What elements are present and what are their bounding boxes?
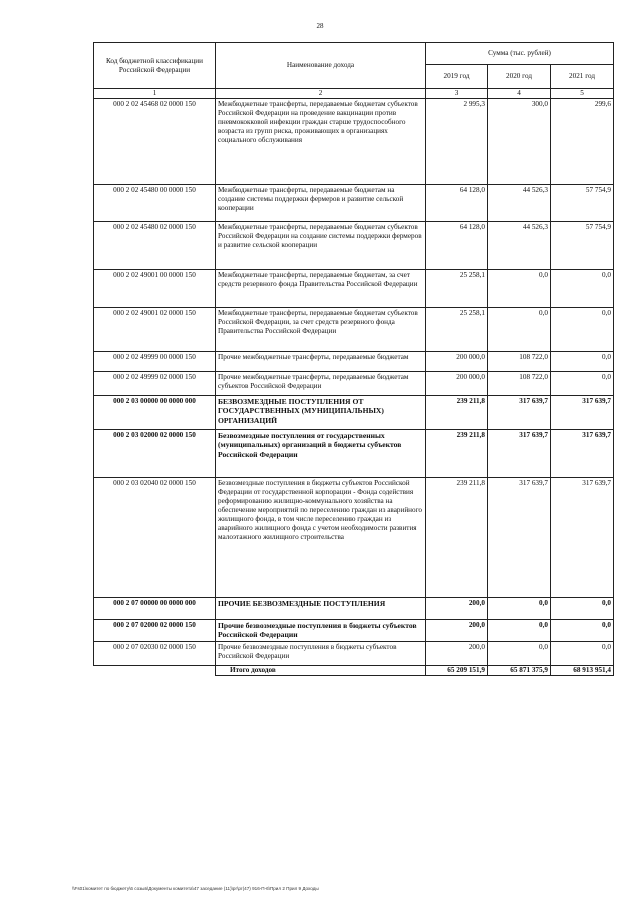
value-2020-cell: 44 526,3 (488, 185, 551, 222)
value-2019-cell: 239 211,8 (426, 430, 488, 478)
value-2021-cell: 0,0 (551, 641, 614, 665)
code-cell: 000 2 02 45480 00 0000 150 (94, 185, 216, 222)
value-2019-cell: 200 000,0 (426, 352, 488, 372)
column-number: 4 (488, 89, 551, 99)
value-2019-cell: 2 995,3 (426, 99, 488, 185)
table-row (94, 372, 614, 396)
table-row (94, 352, 614, 372)
value-2020-cell: 0,0 (488, 598, 551, 620)
name-cell: Межбюджетные трансферты, передаваемые бюджетам субъектов Российской Федерации, за счет средств резервного фонда Правительства Российской Федерации (216, 308, 426, 352)
code-cell: 000 2 02 45480 02 0000 150 (94, 222, 216, 270)
value-2020-cell: 300,0 (488, 99, 551, 185)
value-2020-cell: 317 639,7 (488, 478, 551, 598)
table-row (94, 222, 614, 270)
table-row (94, 185, 614, 222)
name-column-header: Наименование дохода (216, 43, 426, 89)
value-2020-cell: 108 722,0 (488, 352, 551, 372)
code-cell: 000 2 07 02000 02 0000 150 (94, 620, 216, 642)
total-2021: 68 913 951,4 (551, 665, 614, 675)
income-rows (94, 99, 614, 666)
table-row (94, 598, 614, 620)
table-row (94, 396, 614, 430)
value-2019-cell: 64 128,0 (426, 185, 488, 222)
table-row (94, 99, 614, 185)
column-number: 2 (216, 89, 426, 99)
name-cell: Прочие безвозмездные поступления в бюджеты субъектов Российской Федерации (216, 641, 426, 665)
value-2020-cell: 0,0 (488, 620, 551, 642)
table-row (94, 478, 614, 598)
value-2020-cell: 0,0 (488, 641, 551, 665)
code-cell: 000 2 03 02040 02 0000 150 (94, 478, 216, 598)
value-2021-cell: 317 639,7 (551, 430, 614, 478)
code-cell: 000 2 02 49999 00 0000 150 (94, 352, 216, 372)
table-row (94, 641, 614, 665)
year-2020-header: 2020 год (488, 65, 551, 89)
total-2020: 65 871 375,9 (488, 665, 551, 675)
name-cell: Прочие безвозмездные поступления в бюджеты субъектов Российской Федерации (216, 620, 426, 642)
name-cell: Межбюджетные трансферты, передаваемые бюджетам, за счет средств резервного фонда Правительства Российской Федерации (216, 270, 426, 308)
value-2019-cell: 200,0 (426, 620, 488, 642)
code-cell: 000 2 03 00000 00 0000 000 (94, 396, 216, 430)
value-2020-cell: 0,0 (488, 270, 551, 308)
value-2020-cell: 317 639,7 (488, 430, 551, 478)
value-2020-cell: 0,0 (488, 308, 551, 352)
name-cell: Прочие межбюджетные трансферты, передаваемые бюджетам субъектов Российской Федерации (216, 372, 426, 396)
column-number-row (94, 89, 614, 99)
value-2019-cell: 200 000,0 (426, 372, 488, 396)
total-2019: 65 209 151,9 (426, 665, 488, 675)
income-table (93, 42, 614, 676)
value-2021-cell: 0,0 (551, 372, 614, 396)
value-2019-cell: 25 258,1 (426, 270, 488, 308)
value-2021-cell: 299,6 (551, 99, 614, 185)
name-cell: Безвозмездные поступления от государственных (муниципальных) организаций в бюджеты субъектов Российской Федерации (216, 430, 426, 478)
name-cell: Межбюджетные трансферты, передаваемые бюджетам субъектов Российской Федерации на проведение вакцинации против пневмококковой инфекции граждан старше трудоспособного возраста из групп риска, проживающих в организациях социального обслуживания (216, 99, 426, 185)
table-row (94, 308, 614, 352)
total-row (94, 665, 614, 675)
value-2019-cell: 200,0 (426, 641, 488, 665)
year-2021-header: 2021 год (551, 65, 614, 89)
code-cell: 000 2 02 49999 02 0000 150 (94, 372, 216, 396)
name-cell: Прочие межбюджетные трансферты, передаваемые бюджетам (216, 352, 426, 372)
value-2021-cell: 317 639,7 (551, 396, 614, 430)
name-cell: БЕЗВОЗМЕЗДНЫЕ ПОСТУПЛЕНИЯ ОТ ГОСУДАРСТВЕННЫХ (МУНИЦИПАЛЬНЫХ) ОРГАНИЗАЦИЙ (216, 396, 426, 430)
value-2021-cell: 0,0 (551, 270, 614, 308)
code-cell: 000 2 03 02000 02 0000 150 (94, 430, 216, 478)
code-cell: 000 2 07 00000 00 0000 000 (94, 598, 216, 620)
table-row (94, 620, 614, 642)
code-cell: 000 2 07 02030 02 0000 150 (94, 641, 216, 665)
column-number: 3 (426, 89, 488, 99)
code-column-header: Код бюджетной классификации Российской Федерации (94, 43, 216, 89)
value-2020-cell: 317 639,7 (488, 396, 551, 430)
page-number: 28 (316, 22, 324, 30)
value-2021-cell: 0,0 (551, 308, 614, 352)
file-path-footer: \\Fs01\комитет по бюджету\6 созыв\Документы комитета\47 заседание (11)\рг\рг(47) 916-П-6\Прил 2 Прил 9 Доходы (72, 886, 319, 891)
value-2019-cell: 239 211,8 (426, 478, 488, 598)
value-2021-cell: 0,0 (551, 598, 614, 620)
code-cell: 000 2 02 49001 00 0000 150 (94, 270, 216, 308)
total-label: Итого доходов (216, 665, 426, 675)
name-cell: ПРОЧИЕ БЕЗВОЗМЕЗДНЫЕ ПОСТУПЛЕНИЯ (216, 598, 426, 620)
value-2020-cell: 108 722,0 (488, 372, 551, 396)
year-2019-header: 2019 год (426, 65, 488, 89)
value-2019-cell: 64 128,0 (426, 222, 488, 270)
value-2019-cell: 200,0 (426, 598, 488, 620)
value-2020-cell: 44 526,3 (488, 222, 551, 270)
value-2021-cell: 0,0 (551, 352, 614, 372)
value-2021-cell: 57 754,9 (551, 185, 614, 222)
name-cell: Межбюджетные трансферты, передаваемые бюджетам на создание системы поддержки фермеров и развитие сельской кооперации (216, 185, 426, 222)
sum-column-header: Сумма (тыс. рублей) (426, 43, 614, 65)
column-number: 1 (94, 89, 216, 99)
name-cell: Безвозмездные поступления в бюджеты субъектов Российской Федерации от государственной корпорации - Фонда содействия реформированию жилищно-коммунального хозяйства на обеспечение мероприятий по переселению граждан из аварийного жилищного фонда, в том числе переселению граждан из аварийного жилищного фонда с учетом необходимости развития малоэтажного жилищного строительства (216, 478, 426, 598)
value-2019-cell: 239 211,8 (426, 396, 488, 430)
code-cell: 000 2 02 49001 02 0000 150 (94, 308, 216, 352)
value-2021-cell: 57 754,9 (551, 222, 614, 270)
table-row (94, 430, 614, 478)
table-row (94, 270, 614, 308)
name-cell: Межбюджетные трансферты, передаваемые бюджетам субъектов Российской Федерации на создание системы поддержки фермеров и развитие сельской кооперации (216, 222, 426, 270)
value-2021-cell: 317 639,7 (551, 478, 614, 598)
column-number: 5 (551, 89, 614, 99)
value-2019-cell: 25 258,1 (426, 308, 488, 352)
value-2021-cell: 0,0 (551, 620, 614, 642)
code-cell: 000 2 02 45468 02 0000 150 (94, 99, 216, 185)
